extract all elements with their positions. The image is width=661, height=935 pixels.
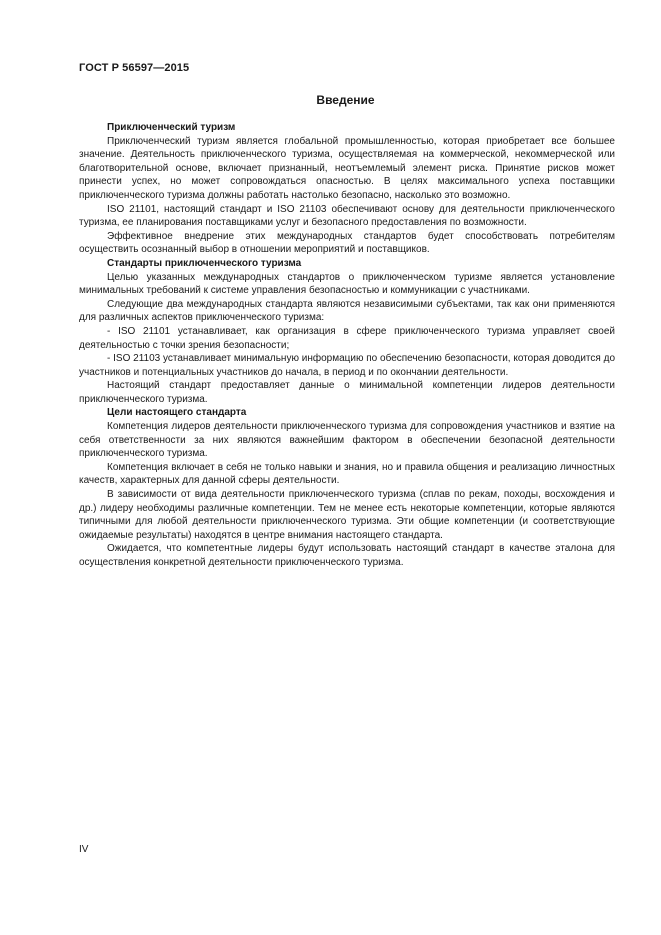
paragraph: Эффективное внедрение этих международных стандартов будет способствовать потребителям осуществить осознанный выбор в отношении мероприятий и поставщиков. (79, 230, 615, 256)
paragraph: ISO 21101, настоящий стандарт и ISO 21103 обеспечивают основу для деятельности приключенческого туризма, ее планирования поставщиками услуг и безопасного предоставления по возможности. (79, 203, 615, 229)
section-heading-standards: Стандарты приключенческого туризма (107, 257, 302, 269)
paragraph: В зависимости от вида деятельности приключенческого туризма (сплав по рекам, походы, восхождения и др.) лидеру необходимы различные компетенции. Тем не менее есть некоторые компетенции, которые являются типичными для любой деятельности приключенческого туризма. Эти общие компетенции (и соответствующие ожидаемые результаты) находятся в центре внимания настоящего стандарта. (79, 489, 615, 541)
paragraph: Компетенция включает в себя не только навыки и знания, но и правила общения и реализацию личностных качеств, характерных для данной сферы деятельности. (79, 461, 615, 487)
introduction-title: Введение (316, 93, 375, 107)
section-heading-adventure-tourism: Приключенческий туризм (107, 122, 236, 133)
paragraph: Следующие два международных стандарта являются независимыми субъектами, так как они применяются для различных аспектов приключенческого туризма: (79, 298, 615, 324)
document-body (79, 121, 615, 570)
paragraph: Ожидается, что компетентные лидеры будут использовать настоящий стандарт в качестве эталона для осуществления конкретной деятельности приключенческого туризма. (79, 543, 615, 568)
page-number: IV (79, 844, 89, 855)
paragraph: Приключенческий туризм является глобальной промышленностью, которая приобретает все большее значение. Деятельность приключенческого туризма, осуществляемая на коммерческой, некоммерческой или благотворительной основе, включает признанный, неотъемлемый элемент риска. Принятие рисков может принести успех, но может сопровождаться опасностью. В целях максимального успеха поставщики приключенческого туризма должны работать настолько безопасно, насколько это возможно. (79, 135, 615, 201)
list-item: - ISO 21103 устанавливает минимальную информацию по обеспечению безопасности, которая доводится до участников и потенциальных участников до начала, в период и по окончании деятельности. (79, 353, 615, 378)
document-code-header: ГОСТ Р 56597—2015 (79, 62, 190, 74)
list-item: - ISO 21101 устанавливает, как организация в сфере приключенческого туризма управляет своей деятельностью с точки зрения безопасности; (79, 325, 615, 351)
paragraph: Компетенция лидеров деятельности приключенческого туризма для сопровождения участников и взятие на себя ответственности за них являются важнейшим фактором в обеспечении безопасной деятельности приключенческого туризма. (79, 421, 615, 460)
paragraph: Целью указанных международных стандартов о приключенческом туризме является установление минимальных требований к системе управления безопасностью и коммуникации с участниками. (79, 271, 615, 297)
section-heading-goals: Цели настоящего стандарта (107, 407, 247, 419)
paragraph: Настоящий стандарт предоставляет данные о минимальной компетенции лидеров деятельности приключенческого туризма. (79, 380, 615, 405)
